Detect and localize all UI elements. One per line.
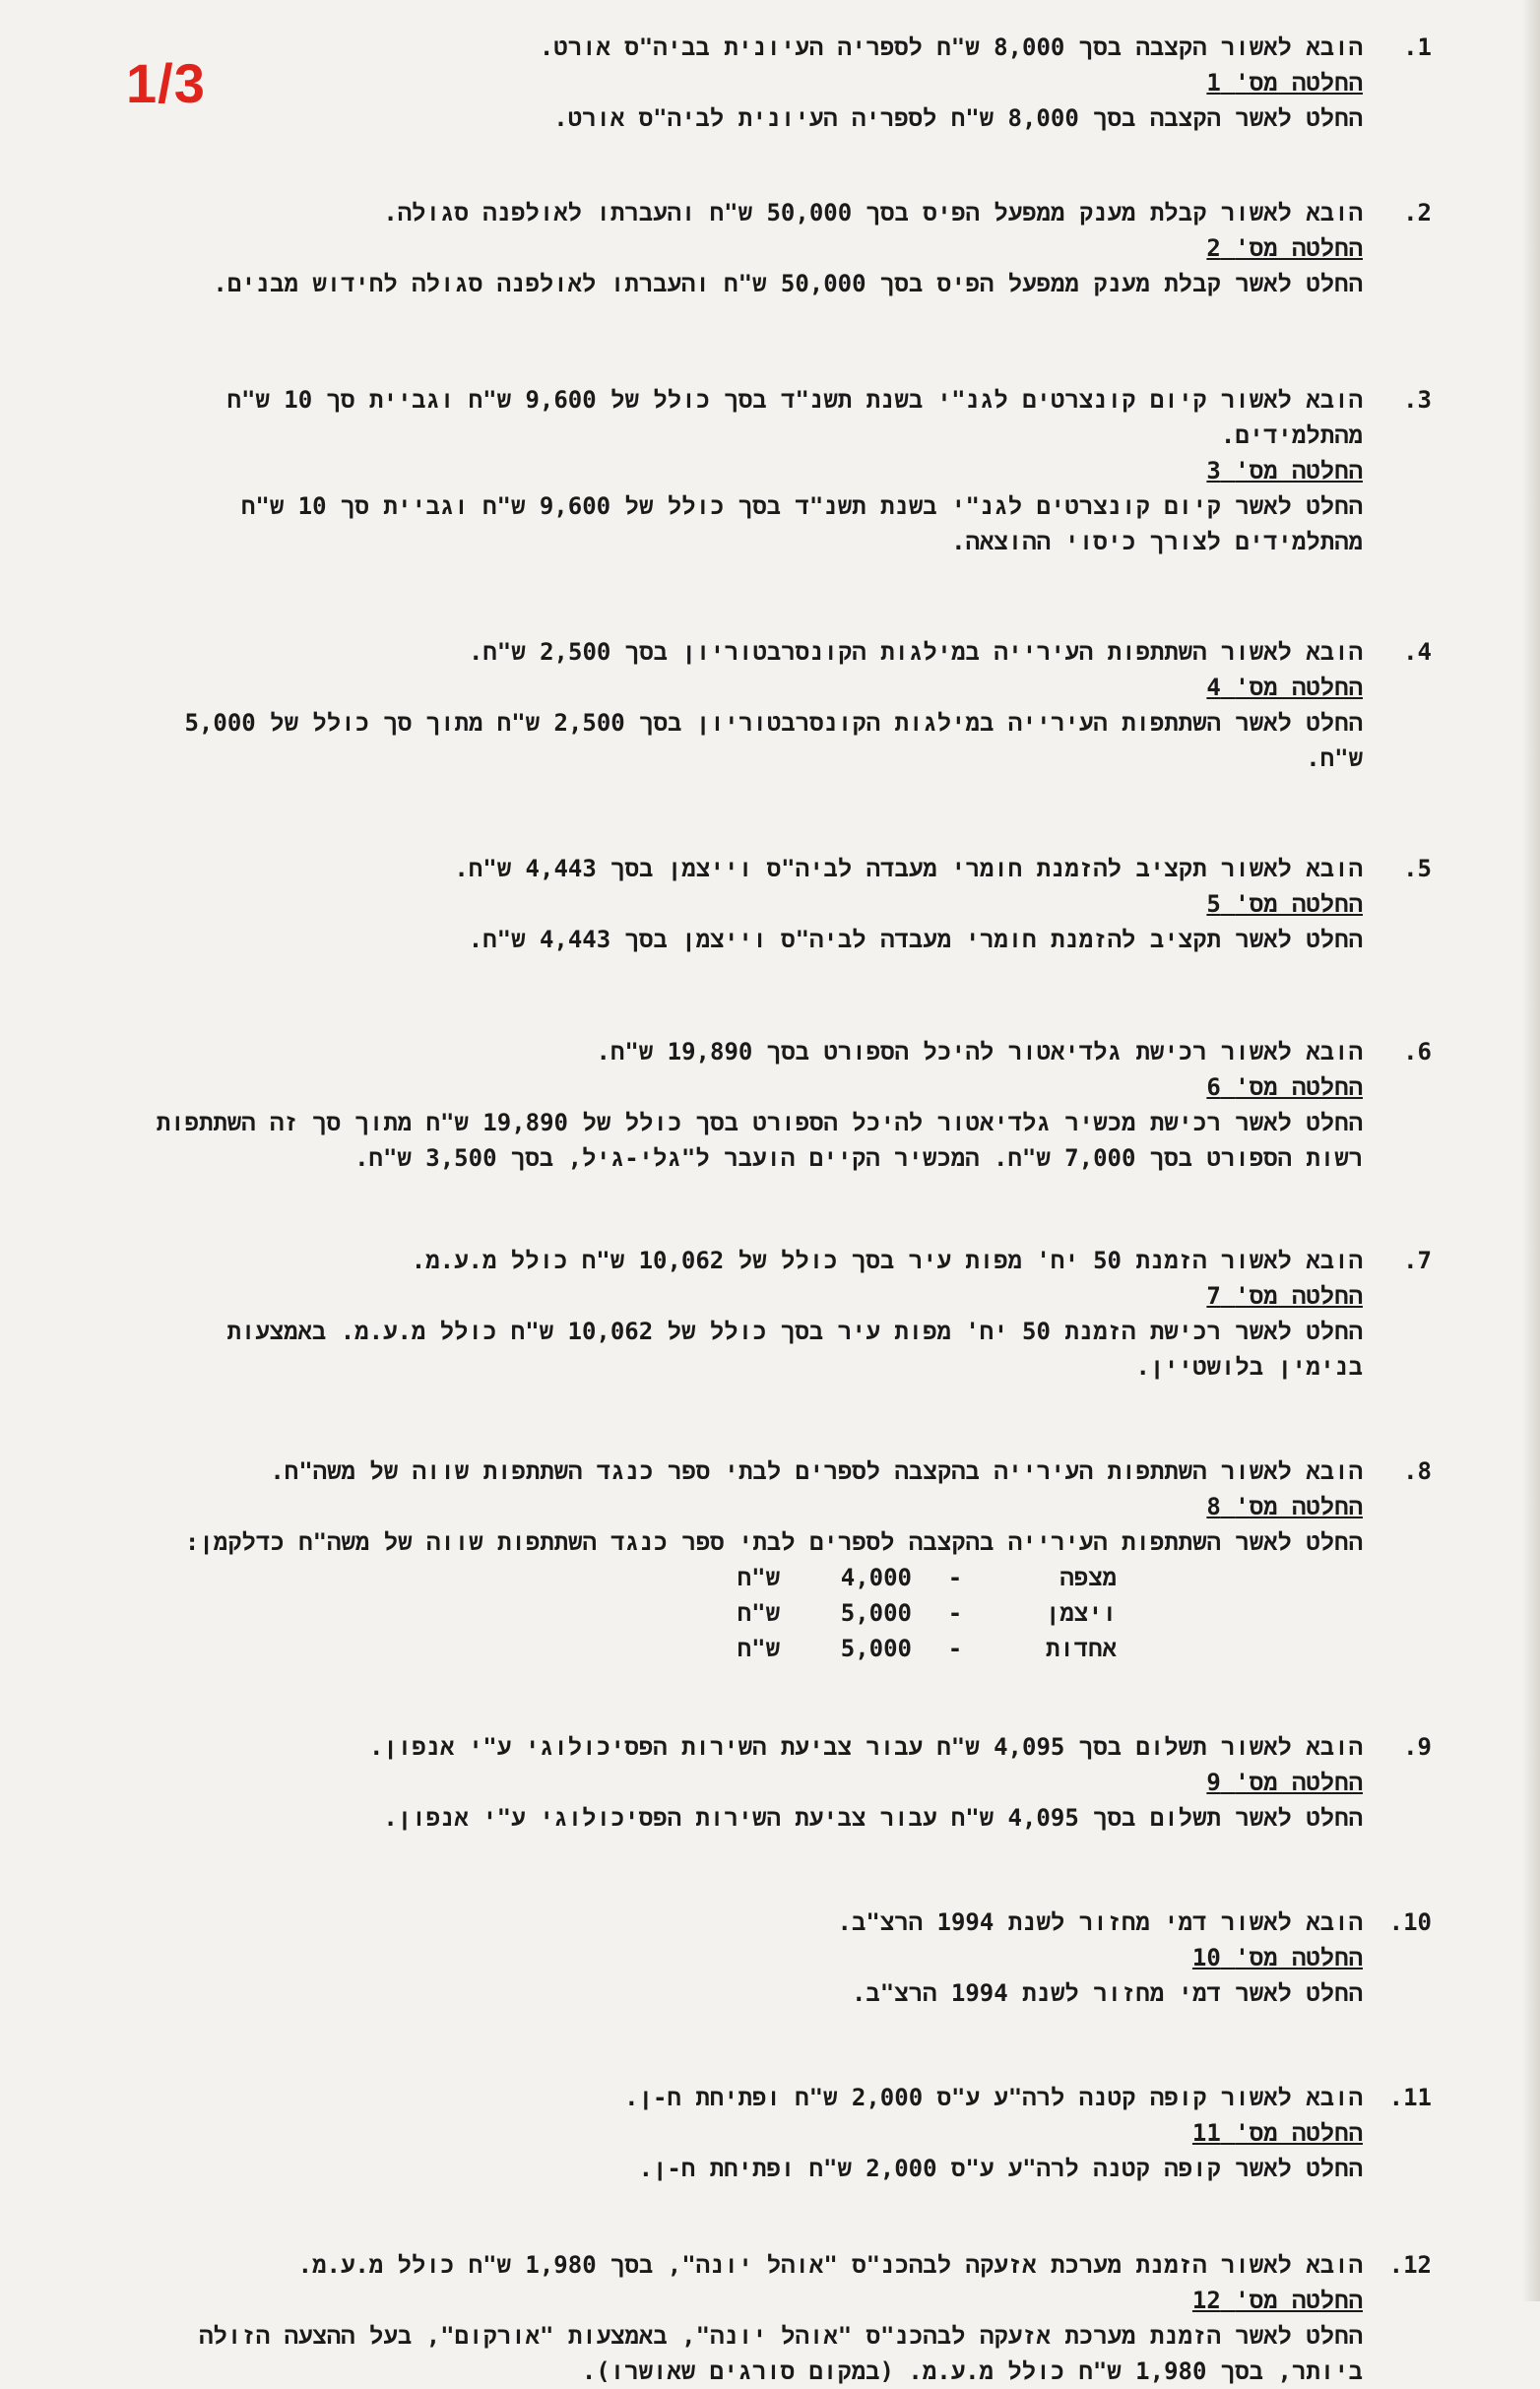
allocation-unit: ש"ח <box>737 1599 780 1627</box>
decision-number: 4 <box>1206 674 1221 701</box>
decision-label: החלטה מס' <box>1235 674 1363 701</box>
item-number: 12. <box>1388 2251 1432 2279</box>
proposal-text: הובא לאשור הזמנת 50 יח' מפות עיר בסך כולל של 10,062 ש"ח כולל מ.ע.מ. <box>411 1247 1363 1274</box>
decision-number: 1 <box>1206 69 1221 97</box>
decision-title <box>152 1489 1363 1524</box>
item-number: 11. <box>1388 2084 1432 2111</box>
proposal <box>152 1453 1432 1489</box>
page-number: 1/3 <box>126 52 206 114</box>
agenda-item-11 <box>152 2080 1432 2186</box>
decision-label: החלטה מס' <box>1235 457 1363 484</box>
proposal <box>152 1729 1432 1765</box>
item-number: 7. <box>1403 1247 1432 1274</box>
proposal-text: הובא לאשור תקציב להזמנת חומרי מעבדה לביה"ס וייצמן בסך 4,443 ש"ח. <box>454 855 1363 882</box>
decision-text: החלט לאשר השתתפות העירייה במילגות הקונסרבטוריון בסך 2,500 ש"ח מתוך סך כולל של 5,000 ש"ח. <box>184 709 1363 772</box>
item-number: 5. <box>1403 855 1432 882</box>
proposal <box>152 30 1432 65</box>
decision-label: החלטה מס' <box>1235 1282 1363 1310</box>
agenda-item-1 <box>152 30 1432 136</box>
decision-number: 3 <box>1206 457 1221 484</box>
proposal <box>152 1905 1432 1940</box>
decision-block <box>152 1940 1432 2011</box>
item-number: 8. <box>1403 1457 1432 1485</box>
proposal <box>152 634 1432 670</box>
item-number: 6. <box>1403 1038 1432 1065</box>
decision-title <box>152 65 1363 100</box>
proposal-text: הובא לאשור רכישת גלדיאטור להיכל הספורט בסך 19,890 ש"ח. <box>596 1038 1363 1065</box>
decision-number: 2 <box>1206 234 1221 262</box>
decision-label: החלטה מס' <box>1235 234 1363 262</box>
decision-number: 9 <box>1206 1769 1221 1796</box>
proposal-text: הובא לאשור הזמנת מערכת אזעקה לבהכנ"ס "אוהל יונה", בסך 1,980 ש"ח כולל מ.ע.מ. <box>297 2251 1363 2279</box>
decision-title <box>152 886 1363 922</box>
protocol-document <box>152 30 1432 2389</box>
decision-block <box>152 1278 1432 1385</box>
decision-label: החלטה מס' <box>1235 1493 1363 1520</box>
decision-block <box>152 670 1432 776</box>
proposal <box>152 382 1432 453</box>
decision-block <box>152 2115 1432 2186</box>
proposal-text: הובא לאשור השתתפות העירייה בהקצבה לספרים לבתי ספר כנגד השתתפות שווה של משה"ח. <box>270 1457 1363 1485</box>
proposal <box>152 1243 1432 1278</box>
allocation-row <box>152 1595 1117 1631</box>
decision-label: החלטה מס' <box>1235 2119 1363 2147</box>
decision-block <box>152 1765 1432 1836</box>
decision-title <box>152 2283 1363 2318</box>
agenda-item-2 <box>152 195 1432 301</box>
allocation-school: ויצמן <box>1045 1599 1117 1627</box>
agenda-item-9 <box>152 1729 1432 1836</box>
decision-block <box>152 453 1432 559</box>
allocation-dash: - <box>947 1599 963 1627</box>
proposal <box>152 2247 1432 2283</box>
decision-number: 11 <box>1191 2119 1221 2147</box>
proposal-text: הובא לאשור תשלום בסך 4,095 ש"ח עבור צביעת השירות הפסיכולוגי ע"י אנפון. <box>368 1733 1363 1761</box>
decision-title <box>152 453 1363 488</box>
allocation-dash: - <box>947 1564 963 1591</box>
decision-text: החלט לאשר קופה קטנה לרה"ע ע"ס 2,000 ש"ח ופתיחת ח-ן. <box>638 2155 1363 2182</box>
proposal <box>152 2080 1432 2115</box>
decision-block <box>152 65 1432 136</box>
decision-text: החלט לאשר קבלת מענק ממפעל הפיס בסך 50,000 ש"ח והעברתו לאולפנה סגולה לחידוש מבנים. <box>213 270 1363 297</box>
allocation-school: אחדות <box>1045 1635 1117 1662</box>
proposal <box>152 195 1432 230</box>
proposal-text: הובא לאשור קיום קונצרטים לגנ"י בשנת תשנ"ד בסך כולל של 9,600 ש"ח וגביית סך 10 ש"ח מהתלמידים. <box>226 386 1363 449</box>
item-number: 3. <box>1403 386 1432 414</box>
allocation-row <box>152 1631 1117 1666</box>
proposal <box>152 1034 1432 1069</box>
decision-title <box>152 1069 1432 1105</box>
decision-block <box>152 230 1432 301</box>
decision-block <box>152 1069 1432 1176</box>
decision-text: החלט לאשר דמי מחזור לשנת 1994 הרצ"ב. <box>851 1979 1363 2007</box>
decision-label: החלטה מס' <box>1235 1769 1363 1796</box>
decision-block <box>152 2283 1432 2389</box>
allocation-unit: ש"ח <box>737 1564 780 1591</box>
item-number: 1. <box>1403 33 1432 61</box>
decision-label: החלטה מס' <box>1235 1073 1363 1101</box>
agenda-item-6 <box>152 1034 1432 1176</box>
decision-number: 5 <box>1206 890 1221 918</box>
decision-label: החלטה מס' <box>1235 69 1363 97</box>
allocation-amount: 5,000 <box>840 1599 912 1627</box>
decision-text: החלט לאשר רכישת מכשיר גלדיאטור להיכל הספורט בסך כולל של 19,890 ש"ח מתוך סך זה השתתפות רשות הספורט בסך 7,000 ש"ח. המכשיר הקיים הועבר ל"גלי-גיל, בסך 3,500 ש"ח. <box>156 1109 1363 1172</box>
proposal-text: הובא לאשור קופה קטנה לרה"ע ע"ס 2,000 ש"ח ופתיחת ח-ן. <box>624 2084 1363 2111</box>
page-edge-shadow <box>1522 0 1540 2301</box>
decision-title <box>152 1278 1363 1314</box>
decision-label: החלטה מס' <box>1235 1944 1363 1971</box>
decision-text: החלט לאשר הזמנת מערכת אזעקה לבהכנ"ס "אוהל יונה", באמצעות "אורקום", בעל ההצעה הזולה ביותר, בסך 1,980 ש"ח כולל מ.ע.מ. (במקום סורגים שאושרו). <box>199 2322 1363 2385</box>
decision-block <box>152 886 1432 957</box>
decision-title <box>152 1765 1363 1800</box>
agenda-item-4 <box>152 634 1432 776</box>
decision-number: 10 <box>1191 1944 1221 1971</box>
decision-text: החלט לאשר קיום קונצרטים לגנ"י בשנת תשנ"ד בסך כולל של 9,600 ש"ח וגביית סך 10 ש"ח מהתלמידים לצורך כיסוי ההוצאה. <box>240 492 1363 555</box>
allocation-unit: ש"ח <box>737 1635 780 1662</box>
decision-text: החלט לאשר השתתפות העירייה בהקצבה לספרים לבתי ספר כנגד השתתפות שווה של משה"ח כדלקמן: <box>184 1528 1363 1556</box>
decision-number: 12 <box>1191 2287 1221 2314</box>
agenda-item-8 <box>152 1453 1432 1666</box>
allocation-amount: 5,000 <box>840 1635 912 1662</box>
decision-title <box>152 1940 1363 1975</box>
agenda-item-3 <box>152 382 1432 559</box>
allocation-row <box>152 1560 1117 1595</box>
decision-block <box>152 1489 1432 1666</box>
agenda-item-5 <box>152 851 1432 957</box>
decision-number: 6 <box>1206 1073 1221 1101</box>
agenda-item-7 <box>152 1243 1432 1385</box>
decision-text: החלט לאשר תקציב להזמנת חומרי מעבדה לביה"ס וייצמן בסך 4,443 ש"ח. <box>468 926 1363 953</box>
decision-text: החלט לאשר רכישת הזמנת 50 יח' מפות עיר בסך כולל של 10,062 ש"ח כולל מ.ע.מ. באמצעות בנימין בלושטיין. <box>226 1318 1363 1381</box>
item-number: 2. <box>1403 199 1432 226</box>
allocations-list <box>152 1560 1363 1666</box>
decision-label: החלטה מס' <box>1235 2287 1363 2314</box>
decision-text: החלט לאשר הקצבה בסך 8,000 ש"ח לספריה העיונית לביה"ס אורט. <box>553 104 1363 132</box>
allocation-school: מצפה <box>1059 1564 1117 1591</box>
item-number: 9. <box>1403 1733 1432 1761</box>
item-number: 10. <box>1388 1908 1432 1936</box>
proposal <box>152 851 1432 886</box>
agenda-item-10 <box>152 1905 1432 2011</box>
decision-number: 8 <box>1206 1493 1221 1520</box>
decision-label: החלטה מס' <box>1235 890 1363 918</box>
proposal-text: הובא לאשור השתתפות העירייה במילגות הקונסרבטוריון בסך 2,500 ש"ח. <box>468 638 1363 666</box>
proposal-text: הובא לאשור קבלת מענק ממפעל הפיס בסך 50,000 ש"ח והעברתו לאולפנה סגולה. <box>383 199 1363 226</box>
decision-title <box>152 670 1363 705</box>
allocation-amount: 4,000 <box>840 1564 912 1591</box>
allocation-dash: - <box>947 1635 963 1662</box>
decision-title <box>152 2115 1363 2151</box>
agenda-item-12 <box>152 2247 1432 2389</box>
decision-text: החלט לאשר תשלום בסך 4,095 ש"ח עבור צביעת השירות הפסיכולוגי ע"י אנפון. <box>383 1804 1363 1832</box>
decision-number: 7 <box>1206 1282 1221 1310</box>
proposal-text: הובא לאשור הקצבה בסך 8,000 ש"ח לספריה העיונית בביה"ס אורט. <box>539 33 1363 61</box>
proposal-text: הובא לאשור דמי מחזור לשנת 1994 הרצ"ב. <box>837 1908 1363 1936</box>
decision-title <box>152 230 1363 266</box>
item-number: 4. <box>1403 638 1432 666</box>
